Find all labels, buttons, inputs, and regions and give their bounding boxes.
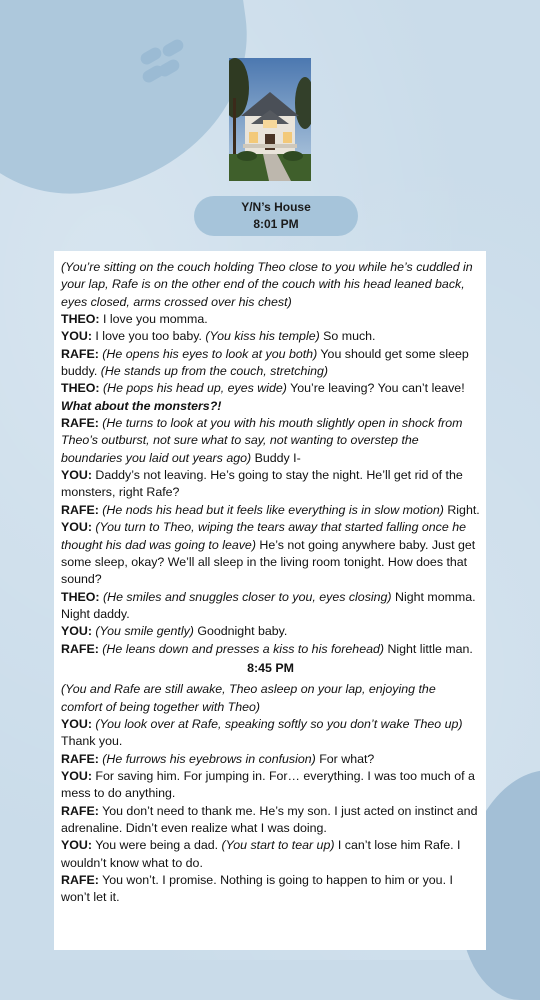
dialogue-line: THEO: I love you momma.	[61, 312, 208, 327]
dialogue-line: RAFE: (He opens his eyes to look at you both) You should get some sleep buddy. (He stands up from the couch, stretching)	[61, 346, 469, 379]
dialogue-line: YOU: (You turn to Theo, wiping the tears away that started falling once he thought his dad was going to leave) He’s not going anywhere baby. Just get some sleep, okay? We’ll all sleep in the living room tonight. How does that sound?	[61, 520, 476, 587]
narration: (You and Rafe are still awake, Theo asleep on your lap, enjoying the comfort of being together with Theo)	[61, 682, 436, 714]
dialogue-line: THEO: (He smiles and snuggles closer to you, eyes closing) Night momma. Night daddy.	[61, 589, 476, 621]
dialogue-line: RAFE: You don’t need to thank me. He’s my son. I just acted on instinct and adrenaline. Didn’t even realize what I was doing.	[61, 803, 478, 835]
dialogue-line: RAFE: (He leans down and presses a kiss to his forehead) Night little man.	[61, 641, 473, 656]
dialogue-line: RAFE: You won’t. I promise. Nothing is going to happen to him or you. I won’t let it.	[61, 873, 453, 905]
dialogue-line: RAFE: (He furrows his eyebrows in confusion) For what?	[61, 751, 375, 766]
dialogue-line: YOU: (You look over at Rafe, speaking softly so you don’t wake Theo up) Thank you.	[61, 716, 463, 749]
house-photo	[229, 58, 311, 181]
dialogue-line: YOU: (You smile gently) Goodnight baby.	[61, 624, 288, 639]
scene-location: Y/N’s House	[241, 200, 311, 214]
dialogue-line: RAFE: (He turns to look at you with his mouth slightly open in shock from Theo’s outburst, not sure what to say, not wanting to overstep the boundaries you laid out years ago) Buddy I-	[61, 416, 463, 465]
scene-header-badge	[194, 196, 358, 236]
dialogue-line: THEO: (He pops his head up, eyes wide) You’re leaving? You can’t leave! What about the monsters?!	[61, 381, 465, 413]
dialogue-line: YOU: I love you too baby. (You kiss his temple) So much.	[61, 329, 376, 344]
story-card	[54, 251, 486, 950]
dialogue-line: RAFE: (He nods his head but it feels like everything is in slow motion) Right.	[61, 502, 480, 517]
narration: (You’re sitting on the couch holding Theo close to you while he’s cuddled in your lap, Rafe is on the other end of the couch with his head leaned back, eyes closed, arms crossed over his chest)	[61, 260, 473, 309]
dialogue-line: YOU: For saving him. For jumping in. For… everything. I was too much of a mess to do anything.	[61, 768, 475, 801]
scene-time: 8:01 PM	[253, 217, 299, 231]
dialogue-line: YOU: Daddy’s not leaving. He’s going to stay the night. He’ll get rid of the monsters, right Rafe?	[61, 468, 463, 500]
scene-time-marker: 8:45 PM	[247, 660, 294, 675]
dialogue-line: YOU: You were being a dad. (You start to tear up) I can’t lose him Rafe. I wouldn’t know what to do.	[61, 838, 461, 870]
